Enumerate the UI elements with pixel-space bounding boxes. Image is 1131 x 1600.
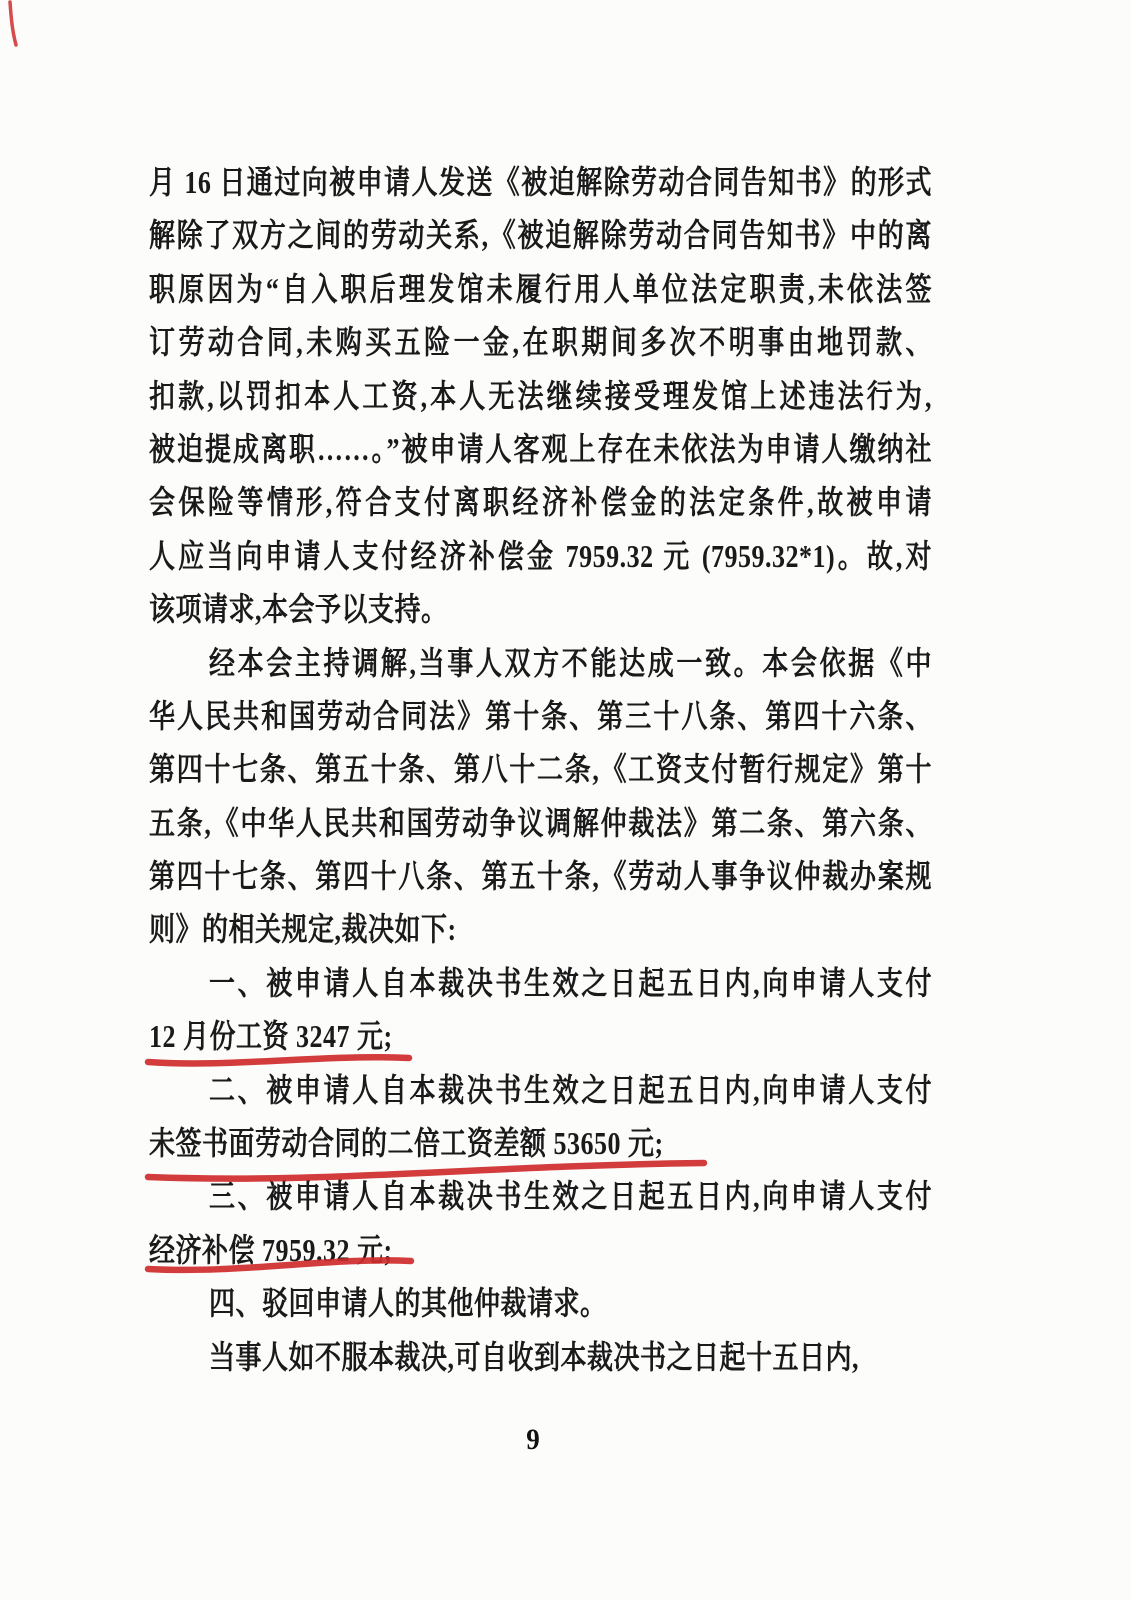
text-line-underlined: 未签书面劳动合同的二倍工资差额 53650 元;: [149, 1125, 664, 1162]
text-line: 被迫提成离职……。”被申请人客观上存在未依法为申请人缴纳社: [149, 431, 932, 468]
text-line: 二、被申请人自本裁决书生效之日起五日内,向申请人支付: [209, 1072, 932, 1108]
text-line: 会保险等情形,符合支付离职经济补偿金的法定条件,故被申请: [149, 485, 932, 521]
text-line: 四、驳回申请人的其他仲裁请求。: [209, 1285, 607, 1322]
text-line: 人应当向申请人支付经济补偿金 7959.32 元 (7959.32*1)。故,对: [149, 538, 932, 574]
text-line: 则》的相关规定,裁决如下:: [149, 912, 457, 948]
page-number: 9: [526, 1422, 540, 1456]
text-line: 该项请求,本会予以支持。: [149, 591, 448, 628]
red-pen-mark-top-left-icon: [10, 2, 16, 45]
text-line-underlined: 经济补偿 7959.32 元;: [149, 1232, 393, 1268]
text-line: 三、被申请人自本裁决书生效之日起五日内,向申请人支付: [209, 1179, 932, 1215]
text-line: 五条,《中华人民共和国劳动争议调解仲裁法》第二条、第六条、: [149, 805, 932, 841]
text-line: 第四十七条、第四十八条、第五十条,《劳动人事争议仲裁办案规: [149, 858, 932, 895]
text-line: 经本会主持调解,当事人双方不能达成一致。本会依据《中: [209, 645, 932, 681]
text-line: 第四十七条、第五十条、第八十二条,《工资支付暂行规定》第十: [149, 752, 932, 788]
text-line: 一、被申请人自本裁决书生效之日起五日内,向申请人支付: [209, 965, 932, 1002]
text-line: 订劳动合同,未购买五险一金,在职期间多次不明事由地罚款、: [149, 324, 932, 361]
text-line-underlined: 12 月份工资 3247 元;: [149, 1019, 393, 1055]
text-line: 华人民共和国劳动合同法》第十条、第三十八条、第四十六条、: [149, 698, 932, 735]
body-text: [149, 156, 932, 1384]
text-line: 当事人如不服本裁决,可自收到本裁决书之日起十五日内,: [209, 1339, 860, 1375]
text-line: 扣款,以罚扣本人工资,本人无法继续接受理发馆上述违法行为,: [149, 378, 932, 414]
text-line: 月 16 日通过向被申请人发送《被迫解除劳动合同告知书》的形式: [149, 164, 932, 201]
text-line: 解除了双方之间的劳动关系,《被迫解除劳动合同告知书》中的离: [149, 218, 932, 254]
text-line: 职原因为“自入职后理发馆未履行用人单位法定职责,未依法签: [149, 271, 932, 307]
